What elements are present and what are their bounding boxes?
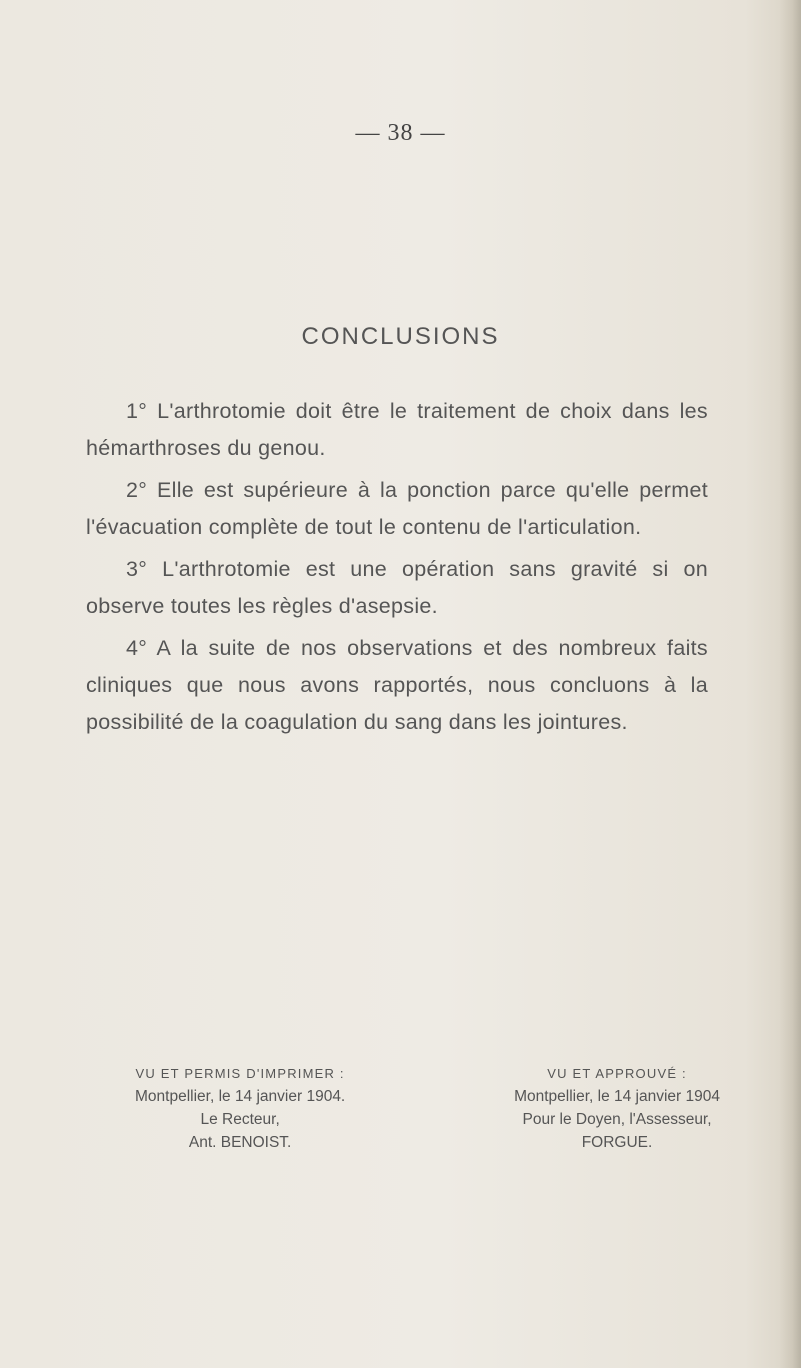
conclusion-paragraph-3: 3° L'arthrotomie est une opération sans gravité si on observe toutes les règles d'asepsie. (86, 557, 708, 618)
approval-block (120, 1063, 720, 1154)
page-number: — 38 — (355, 120, 446, 146)
conclusion-paragraph-4: 4° A la suite de nos observations et des nombreux faits cliniques que nous avons rapportés, nous concluons à la possibilité de la coagulation du sang dans les jointures. (86, 636, 708, 734)
approval-dean-place-date: Montpellier, le 14 janvier 1904 (514, 1088, 720, 1105)
approval-rector-heading: VU ET PERMIS D'IMPRIMER : (135, 1066, 345, 1081)
conclusions-body (86, 393, 708, 746)
approval-dean-heading: VU ET APPROUVÉ : (547, 1066, 687, 1081)
section-heading: CONCLUSIONS (301, 323, 500, 350)
approval-rector-place-date: Montpellier, le 14 janvier 1904. (135, 1088, 346, 1105)
approval-rector-title: Le Recteur, (200, 1111, 280, 1128)
approval-rector (135, 1063, 345, 1154)
page-edge-shadow (779, 0, 801, 1368)
conclusion-paragraph-1: 1° L'arthrotomie doit être le traitement de choix dans les hémarthroses du genou. (86, 399, 708, 460)
approval-dean-name: FORGUE. (581, 1134, 653, 1151)
approval-dean-title: Pour le Doyen, l'Assesseur, (522, 1111, 712, 1128)
conclusion-paragraph-2: 2° Elle est supérieure à la ponction parce qu'elle permet l'évacuation complète de tout le contenu de l'articulation. (86, 478, 708, 539)
approval-dean (514, 1063, 720, 1154)
approval-rector-name: Ant. BENOIST. (188, 1134, 292, 1151)
